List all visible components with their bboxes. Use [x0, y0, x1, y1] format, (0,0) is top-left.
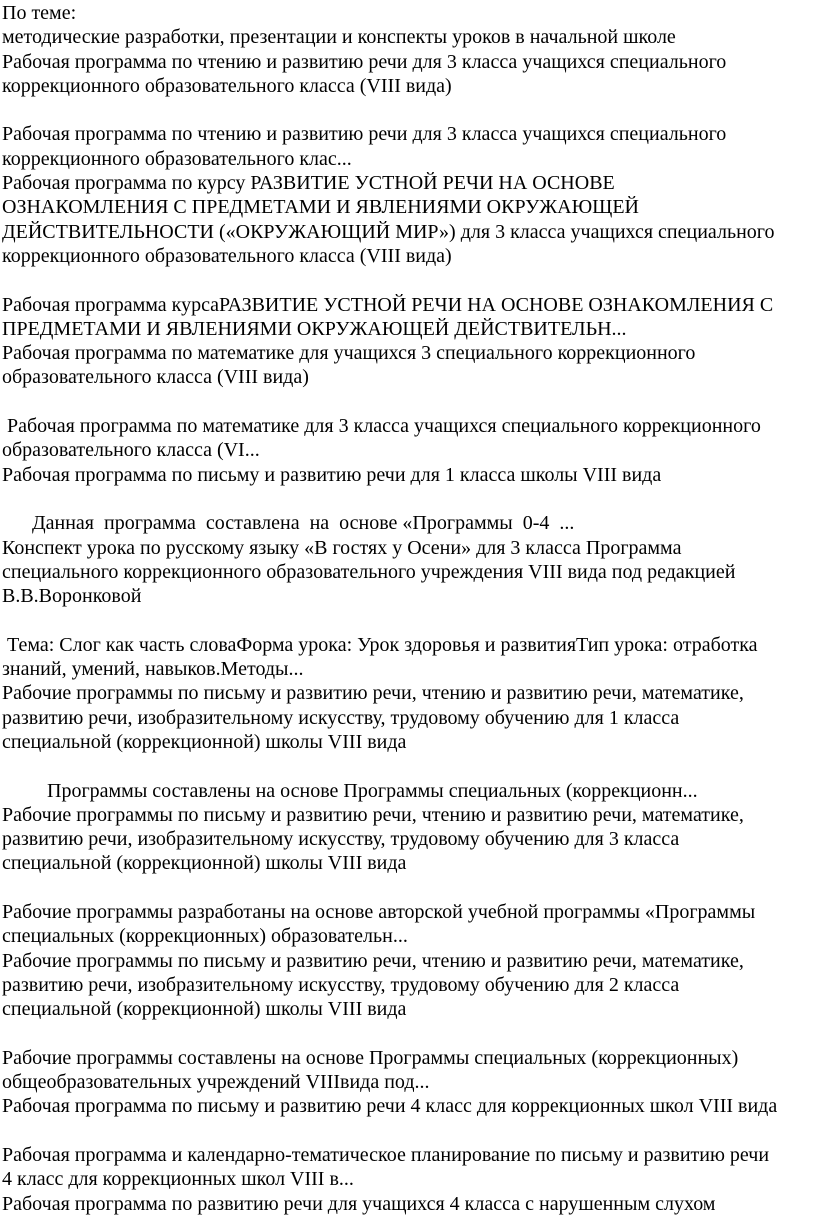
list-item: [2, 536, 816, 682]
list-item: [2, 949, 816, 1095]
item-title-link[interactable]: Рабочие программы по письму и развитию речи, чтению и развитию речи, математике, развитию речи, изобразительному искусству, трудовому обучению для 1 класса специальной (коррекционной) школы VIII вида: [2, 682, 744, 753]
item-title-link[interactable]: Рабочая программа по математике для учащихся 3 специального коррекционного образовательного класса (VIII вида): [2, 342, 696, 389]
list-item: [2, 341, 816, 462]
item-title-link[interactable]: Рабочая программа по письму и развитию речи для 1 класса школы VIII вида: [2, 463, 662, 486]
item-excerpt: Рабочие программы составлены на основе Программы специальных (коррекционных) общеобразовательных учреждений VIIIвида под...: [2, 1046, 739, 1094]
item-excerpt: Программы составлены на основе Программы специальных (коррекционн...: [2, 779, 698, 802]
item-excerpt: Рабочая программа по математике для 3 класса учащихся специального коррекционного образовательного класса (VI...: [2, 415, 761, 462]
list-item: [2, 171, 816, 341]
item-title-link[interactable]: Рабочая программа по чтению и развитию речи для 3 класса учащихся специального коррекционного образовательного класса (VIII вида): [2, 50, 727, 97]
item-title-link[interactable]: Рабочая программа по курсу РАЗВИТИЕ УСТНОЙ РЕЧИ НА ОСНОВЕ ОЗНАКОМЛЕНИЯ С ПРЕДМЕТАМИ И ЯВЛЕНИЯМИ ОКРУЖАЮЩЕЙ ДЕЙСТВИТЕЛЬНОСТИ («ОКРУЖАЮЩИЙ МИР») для 3 класса учащихся специального коррекционного образовательного класса (VIII вида): [2, 172, 775, 267]
items-list: [2, 50, 816, 1216]
list-item: [2, 1094, 816, 1191]
topic-text: методические разработки, презентации и конспекты уроков в начальной школе: [2, 26, 676, 49]
item-title-link[interactable]: Рабочая программа по письму и развитию речи 4 класс для коррекционных школ VIII вида: [2, 1095, 778, 1118]
list-item: [2, 803, 816, 949]
topic-label: По теме:: [2, 2, 77, 24]
item-title-link[interactable]: Рабочие программы по письму и развитию речи, чтению и развитию речи, математике, развитию речи, изобразительному искусству, трудовому обучению для 3 класса специальной (коррекционной) школы VIII вида: [2, 803, 744, 875]
item-title-link[interactable]: Конспект урока по русскому языку «В гостях у Осени» для 3 класса Программа специального коррекционного образовательного учреждения VIII вида под редакцией В.В.Воронковой: [2, 536, 736, 608]
item-title-link[interactable]: Рабочие программы по письму и развитию речи, чтению и развитию речи, математике, развитию речи, изобразительному искусству, трудовому обучению для 2 класса специальной (коррекционной) школы VIII вида: [2, 949, 744, 1021]
list-item: [2, 1192, 816, 1216]
item-excerpt: Рабочая программа и календарно-тематическое планирование по письму и развитию речи 4 класс для коррекционных школ VIII в...: [2, 1143, 770, 1191]
item-excerpt: Рабочая программа по чтению и развитию речи для 3 класса учащихся специального коррекционного образовательного клас...: [2, 123, 727, 170]
item-excerpt: Данная программа составлена на основе «Программы 0-4 ...: [2, 512, 575, 535]
list-item: [2, 463, 816, 536]
item-excerpt: Тема: Слог как часть словаФорма урока: Урок здоровья и развитияТип урока: отработка знаний, умений, навыков.Методы...: [2, 633, 758, 681]
list-item: [2, 50, 816, 171]
item-title-link[interactable]: Рабочая программа по развитию речи для учащихся 4 класса с нарушенным слухом: [2, 1192, 716, 1215]
list-item: [2, 681, 816, 802]
item-excerpt: Рабочие программы разработаны на основе авторской учебной программы «Программы специальных (коррекционных) образовательн...: [2, 900, 756, 948]
item-excerpt: Рабочая программа курсаРАЗВИТИЕ УСТНОЙ РЕЧИ НА ОСНОВЕ ОЗНАКОМЛЕНИЯ С ПРЕДМЕТАМИ И ЯВЛЕНИЯМИ ОКРУЖАЮЩЕЙ ДЕЙСТВИТЕЛЬН...: [2, 293, 774, 340]
